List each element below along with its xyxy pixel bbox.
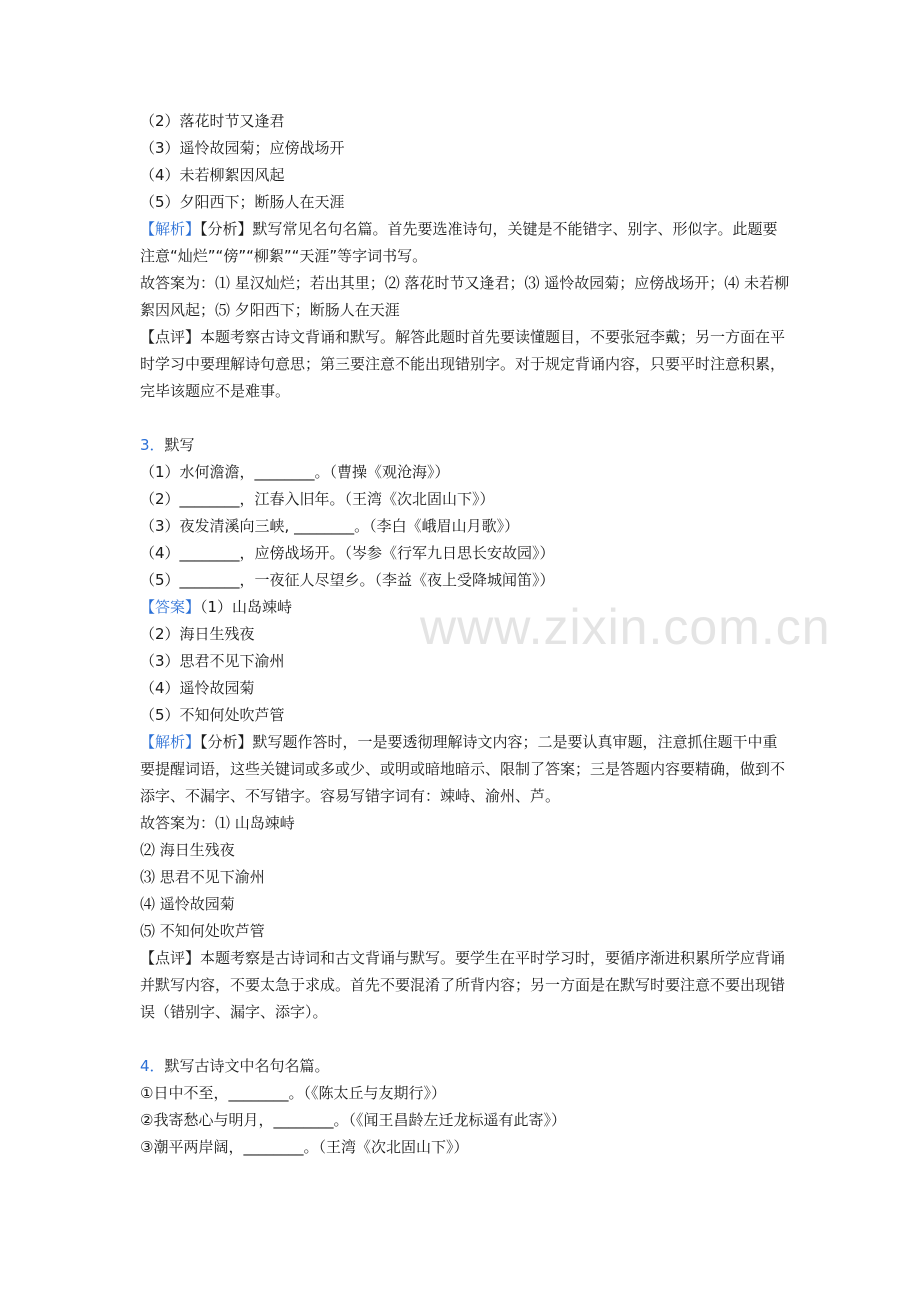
q3-answer: （5）不知何处吹芦管 — [140, 706, 285, 724]
answer-tag: 【答案】 — [140, 598, 201, 616]
analysis-tag: 【解析】 — [140, 220, 201, 238]
q3-comment: 【点评】本题考察是古诗词和古文背诵与默写。要学生在平时学习时，要循序渐进积累所学应背诵并默写内容，不要太急于求成。首先不要混淆了所背内容；另一方面是在默写时要注意不要出现错误（错别字、漏字、添字）。 — [140, 949, 786, 1021]
q4-title: 默写古诗文中名句名篇。 — [164, 1057, 330, 1075]
prev-comment: 【点评】本题考察古诗文背诵和默写。解答此题时首先要读懂题目，不要张冠李戴；另一方面在平时学习中要理解诗句意思；第三要注意不能出现错别字。对于规定背诵内容，只要平时注意积累，完毕该题应不是难事。 — [140, 328, 786, 400]
q3-heading — [140, 432, 790, 459]
q3-number: 3． — [140, 436, 165, 454]
q3-summary-line: ⑸ 不知何处吹芦管 — [140, 922, 265, 940]
q3-item: （5）________，一夜征人尽望乡。（李益《夜上受降城闻笛》） — [140, 571, 555, 589]
analysis-text: 【分析】默写题作答时，一是要透彻理解诗文内容；二是要认真审题，注意抓住题干中重要提醒词语，这些关键词或多或少、或明或暗地暗示、限制了答案；三是答题内容要精确，做到不添字、不漏字、不写错字。容易写错字词有：竦峙、渝州、芦。 — [140, 733, 786, 805]
q3-summary-line: ⑵ 海日生残夜 — [140, 841, 235, 859]
analysis-tag: 【解析】 — [140, 733, 201, 751]
document-page — [140, 108, 790, 1161]
q3-answer: （3）思君不见下渝州 — [140, 652, 285, 670]
prev-answer-summary: 故答案为：⑴ 星汉灿烂；若出其里；⑵ 落花时节又逢君；⑶ 遥怜故园菊；应傍战场开；⑷ 未若柳絮因风起；⑸ 夕阳西下；断肠人在天涯 — [140, 274, 790, 319]
q3-item: （4）________，应傍战场开。（岑参《行军九日思长安故园》） — [140, 544, 555, 562]
prev-answer-line-4: （4）未若柳絮因风起 — [140, 166, 285, 184]
q3-title: 默写 — [164, 436, 195, 454]
q3-answer: （2）海日生残夜 — [140, 625, 255, 643]
q4-item: ①日中不至，________。（《陈太丘与友期行》） — [140, 1084, 446, 1102]
q4-item: ③潮平两岸阔，________。（王湾《次北固山下》） — [140, 1138, 469, 1156]
q3-item: （1）水何澹澹，________。（曹操《观沧海》） — [140, 463, 450, 481]
q3-analysis — [140, 729, 790, 810]
analysis-text: 【分析】默写常见名句名篇。首先要选准诗句，关键是不能错字、别字、形似字。此题要注意“灿烂”“傍”“柳絮”“天涯”等字词书写。 — [140, 220, 778, 265]
prev-analysis — [140, 216, 790, 270]
q4-item: ②我寄愁心与明月，________。（《闻王昌龄左迁龙标遥有此寄》） — [140, 1111, 566, 1129]
q3-item: （3）夜发清溪向三峡, ________。（李白《峨眉山月歌》） — [140, 517, 520, 535]
q3-answer: （4）遥怜故园菊 — [140, 679, 255, 697]
q4-number: 4． — [140, 1057, 165, 1075]
q3-summary-line: ⑶ 思君不见下渝州 — [140, 868, 265, 886]
q3-summary-line: ⑷ 遥怜故园菊 — [140, 895, 235, 913]
q3-item: （2）________，江春入旧年。（王湾《次北固山下》） — [140, 490, 495, 508]
q3-answer-first — [140, 594, 790, 621]
prev-answer-line-2: （2）落花时节又逢君 — [140, 112, 285, 130]
prev-answer-line-3: （3）遥怜故园菊；应傍战场开 — [140, 139, 345, 157]
answer-text: （1）山岛竦峙 — [200, 598, 293, 616]
q3-summary-line: 故答案为：⑴ 山岛竦峙 — [140, 814, 295, 832]
prev-answer-line-5: （5）夕阳西下；断肠人在天涯 — [140, 193, 345, 211]
watermark: www.zixin.com.cn — [420, 599, 831, 655]
q4-heading — [140, 1053, 790, 1080]
